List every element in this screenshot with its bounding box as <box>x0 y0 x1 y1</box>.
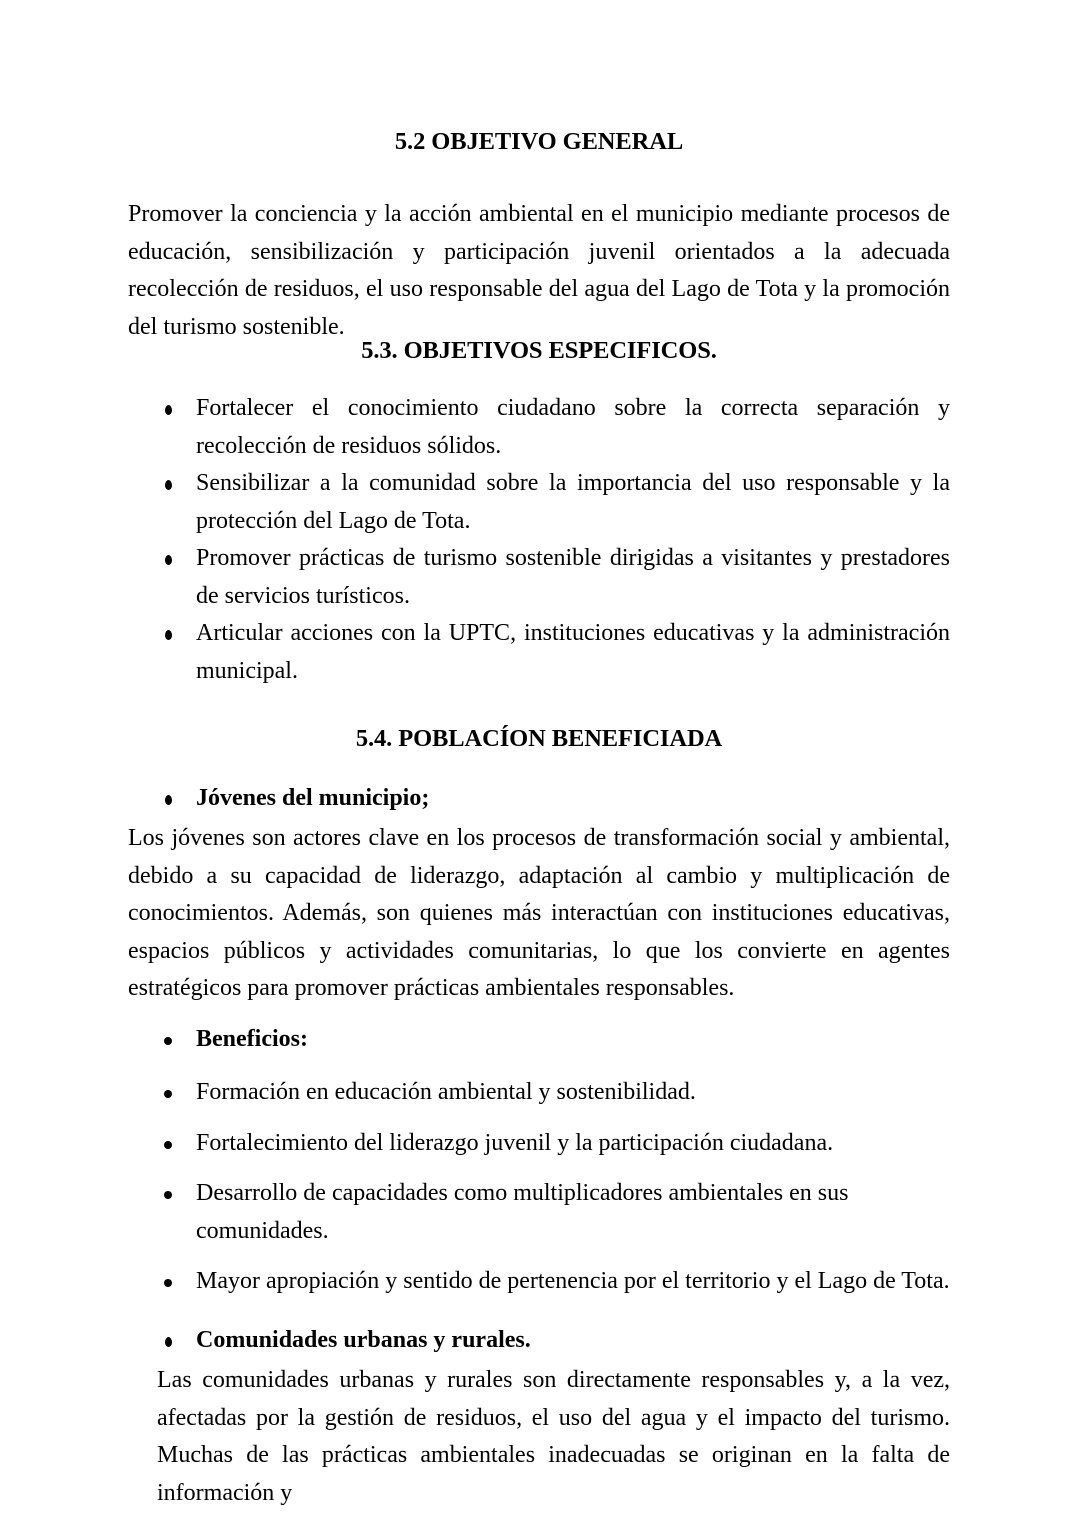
list-item-text: Formación en educación ambiental y sostenibilidad. <box>196 1079 696 1105</box>
heading-5-3: 5.3. OBJETIVOS ESPECIFICOS. <box>361 337 717 364</box>
group-jovenes-title <box>128 780 950 818</box>
section-objetivo-general <box>128 128 950 156</box>
group-comunidades-title <box>128 1322 950 1360</box>
list-item <box>128 1263 950 1301</box>
list-item <box>128 1322 950 1360</box>
list-item <box>128 615 950 690</box>
list-beneficios <box>128 1074 950 1301</box>
list-item-text: Mayor apropiación y sentido de pertenencia por el territorio y el Lago de Tota. <box>196 1268 950 1294</box>
list-objetivos-especificos <box>128 390 950 690</box>
group-title-comunidades: Comunidades urbanas y rurales. <box>196 1327 531 1353</box>
list-item <box>128 540 950 615</box>
bullet-list <box>128 1021 950 1059</box>
benefits-label-wrap <box>128 1021 950 1059</box>
bullet-list <box>128 1074 950 1301</box>
list-item <box>128 780 950 818</box>
list-item-text: Fortalecimiento del liderazgo juvenil y la participación ciudadana. <box>196 1129 834 1156</box>
list-item-text: Sensibilizar a la comunidad sobre la importancia del uso responsable y la protección del Lago de Tota. <box>196 470 950 534</box>
heading-5-2: 5.2 OBJETIVO GENERAL <box>394 128 684 155</box>
group-title-jovenes: Jóvenes del municipio; <box>196 785 430 811</box>
list-item <box>128 1021 950 1059</box>
section-objetivos-especificos <box>128 337 950 365</box>
list-item-text: Articular acciones con la UPTC, instituciones educativas y la administración municipal. <box>196 620 950 684</box>
bullet-list <box>128 1322 950 1360</box>
list-item <box>128 1125 950 1163</box>
paragraph-objetivo-general-wrap <box>128 196 950 346</box>
list-item <box>128 390 950 465</box>
paragraph-jovenes: Los jóvenes son actores clave en los procesos de transformación social y ambiental, debido a su capacidad de liderazgo, adaptación al cambio y multiplicación de conocimientos. Además, son quienes más interactúan con instituciones educativas, espacios públicos y actividades comunitarias, lo que los convierte en agentes estratégicos para promover prácticas ambientales responsables. <box>128 825 950 1001</box>
paragraph-comunidades: Las comunidades urbanas y rurales son directamente responsables y, a la vez, afectadas por la gestión de residuos, el uso del agua y el impacto del turismo. Muchas de las prácticas ambientales inadecuadas se originan en la falta de información y <box>157 1367 950 1506</box>
list-item <box>128 465 950 540</box>
heading-5-4: 5.4. POBLACÍON BENEFICIADA <box>355 725 723 752</box>
benefits-label: Beneficios: <box>196 1026 308 1052</box>
section-poblacion-beneficiada <box>128 725 950 753</box>
bullet-list <box>128 390 950 690</box>
list-item <box>128 1074 950 1112</box>
list-item-text: Desarrollo de capacidades como multiplicadores ambientales en sus comunidades. <box>196 1180 849 1244</box>
bullet-list <box>128 780 950 818</box>
list-item-text: Promover prácticas de turismo sostenible dirigidas a visitantes y prestadores de servicios turísticos. <box>196 545 950 609</box>
list-item-text: Fortalecer el conocimiento ciudadano sobre la correcta separación y recolección de residuos sólidos. <box>196 395 950 459</box>
list-item <box>128 1175 950 1250</box>
paragraph-comunidades-wrap <box>128 1362 950 1512</box>
paragraph-objetivo-general: Promover la conciencia y la acción ambiental en el municipio mediante procesos de educación, sensibilización y participación juvenil orientados a la adecuada recolección de residuos, el uso responsable del agua del Lago de Tota y la promoción del turismo sostenible. <box>128 201 950 340</box>
paragraph-jovenes-wrap <box>128 820 950 1008</box>
